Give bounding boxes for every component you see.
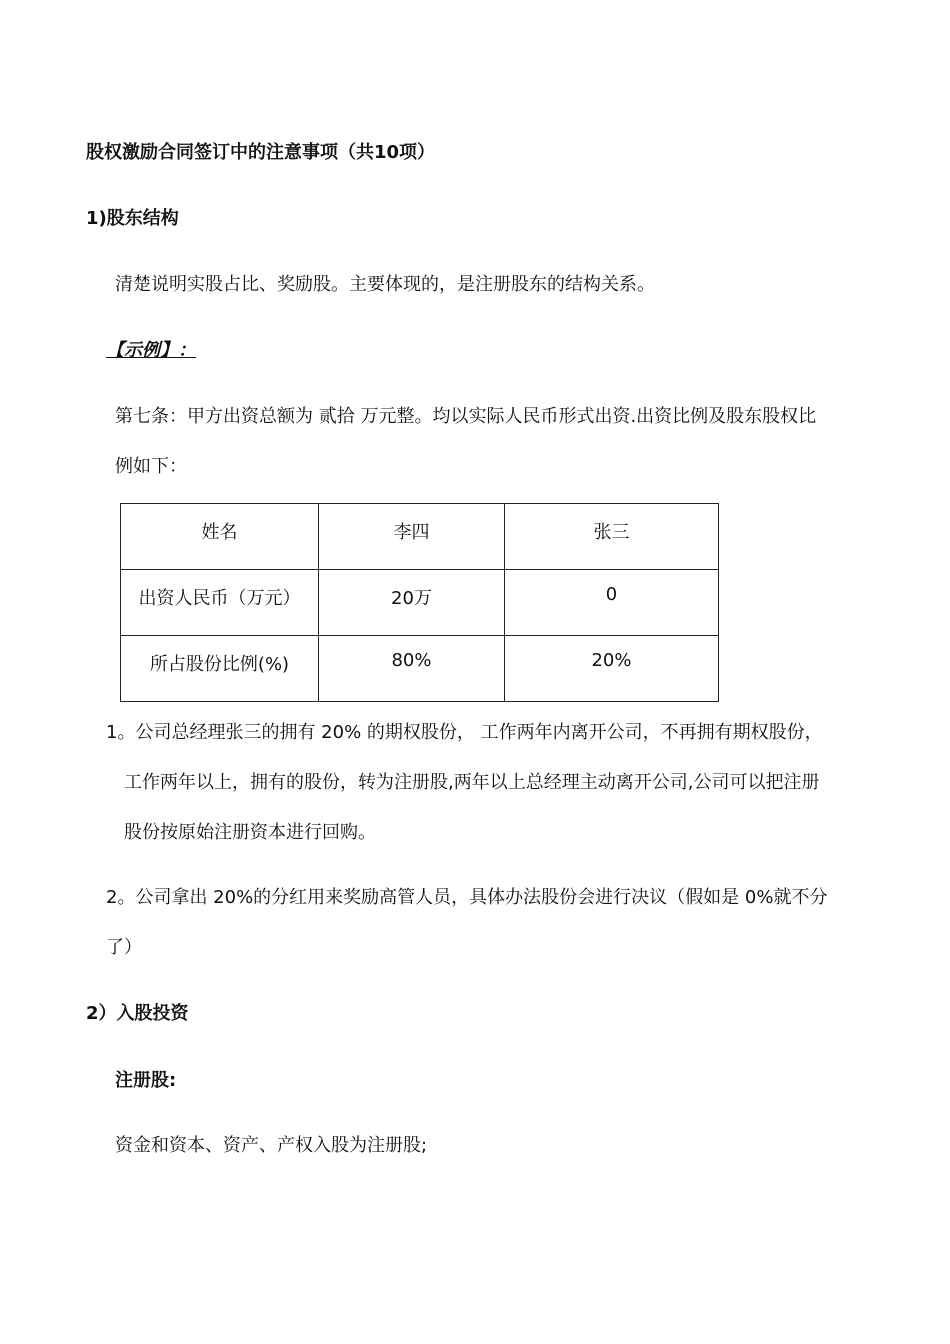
list-item-1-line-3: 股份按原始注册资本进行回购。 <box>124 822 376 843</box>
section-heading-shareholder-structure: 1)股东结构 <box>86 208 179 229</box>
section-heading-equity-investment: 2）入股投资 <box>86 1003 189 1024</box>
registered-shares-subheading: 注册股: <box>115 1070 177 1091</box>
table-cell: 20% <box>505 636 719 702</box>
table-cell: 姓名 <box>121 504 319 570</box>
table-cell: 20万 <box>319 570 505 636</box>
registered-shares-text: 资金和资本、资产、产权入股为注册股; <box>115 1135 428 1156</box>
table-cell: 所占股份比例(%) <box>121 636 319 702</box>
table-cell: 出资人民币（万元） <box>121 570 319 636</box>
article-line-1: 第七条：甲方出资总额为 贰拾 万元整。均以实际人民币形式出资.出资比例及股东股权比 <box>115 406 817 427</box>
document-title: 股权激励合同签订中的注意事项（共10项） <box>86 142 436 163</box>
list-item-1-line-2: 工作两年以上，拥有的股份，转为注册股,两年以上总经理主动离开公司,公司可以把注册 <box>124 772 820 793</box>
table-cell: 李四 <box>319 504 505 570</box>
article-line-2: 例如下： <box>115 456 187 477</box>
table-cell: 0 <box>505 570 719 636</box>
table-row <box>121 636 719 702</box>
table-cell: 张三 <box>505 504 719 570</box>
table-row <box>121 570 719 636</box>
table-cell: 80% <box>319 636 505 702</box>
list-item-2-line-2: 了） <box>106 937 142 958</box>
table-header-row <box>121 504 719 570</box>
example-label: 【示例】： <box>106 340 196 361</box>
shareholding-table <box>120 503 719 702</box>
list-item-1-line-1: 1。公司总经理张三的拥有 20% 的期权股份， 工作两年内离开公司，不再拥有期权股份， <box>106 722 823 743</box>
list-item-2-line-1: 2。公司拿出 20%的分红用来奖励高管人员，具体办法股份会进行决议（假如是 0%就不分 <box>106 887 828 908</box>
intro-paragraph: 清楚说明实股占比、奖励股。主要体现的，是注册股东的结构关系。 <box>115 274 655 295</box>
